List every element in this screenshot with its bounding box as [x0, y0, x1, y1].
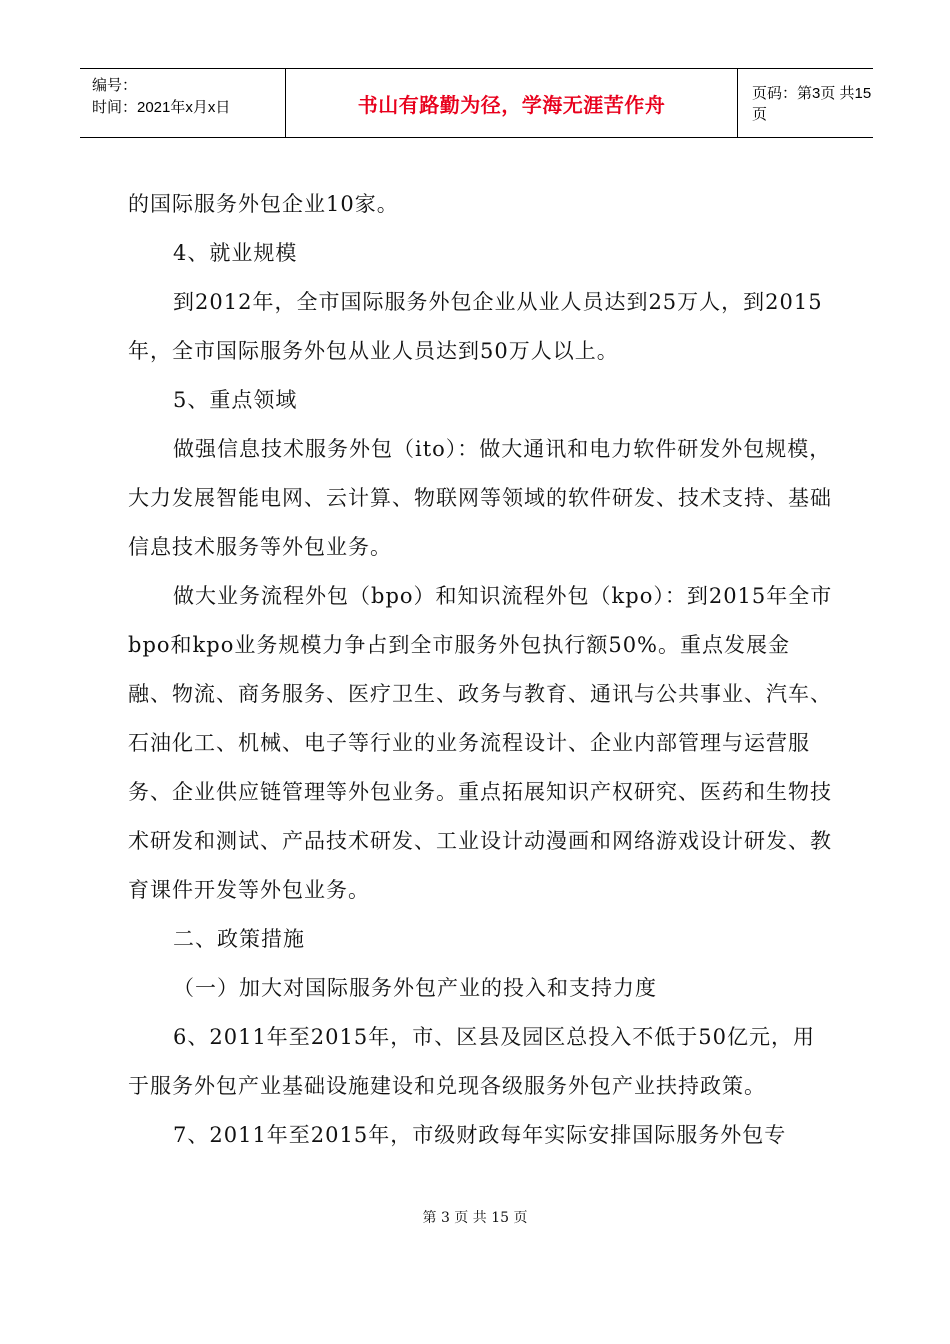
paragraph: 的国际服务外包企业10家。	[128, 192, 399, 216]
header-meta	[80, 69, 286, 137]
footer-page-number: 第 3 页 共 15 页	[422, 1210, 528, 1226]
number-label: 编号：	[92, 77, 138, 94]
paragraph: 到2012年，全市国际服务外包企业从业人员达到25万人，到2015年，全市国际服务外包从业人员达到50万人以上。	[128, 290, 823, 363]
header-page-label: 页码：第3页 共15页	[752, 85, 872, 123]
paragraph: 做强信息技术服务外包（ito）：做大通讯和电力软件研发外包规模，大力发展智能电网、云计算、物联网等领域的软件研发、技术支持、基础信息技术服务等外包业务。	[128, 437, 832, 559]
document-body	[128, 180, 833, 1160]
paragraph: 6、2011年至2015年，市、区县及园区总投入不低于50亿元，用于服务外包产业基础设施建设和兑现各级服务外包产业扶持政策。	[128, 1025, 815, 1098]
header-motto-cell	[286, 69, 738, 137]
header-page-cell	[738, 69, 873, 137]
subsection-heading: （一）加大对国际服务外包产业的投入和支持力度	[173, 976, 657, 1000]
paragraph: 做大业务流程外包（bpo）和知识流程外包（kpo）：到2015年全市bpo和kpo业务规模力争占到全市服务外包执行额50%。重点发展金融、物流、商务服务、医疗卫生、政务与教育、通讯与公共事业、汽车、石油化工、机械、电子等行业的业务流程设计、企业内部管理与运营服务、企业供应链管理等外包业务。重点拓展知识产权研究、医药和生物技术研发和测试、产品技术研发、工业设计动漫画和网络游戏设计研发、教育课件开发等外包业务。	[128, 584, 833, 902]
page-footer	[0, 1207, 950, 1227]
paragraph: 7、2011年至2015年，市级财政每年实际安排国际服务外包专	[173, 1123, 787, 1147]
date-label: 时间：2021年x月x日	[92, 99, 231, 116]
section-heading: 4、就业规模	[173, 241, 298, 265]
section-heading: 二、政策措施	[173, 927, 305, 951]
page-header	[80, 68, 873, 138]
header-motto: 书山有路勤为径，学海无涯苦作舟	[357, 92, 666, 117]
section-heading: 5、重点领域	[173, 388, 298, 412]
